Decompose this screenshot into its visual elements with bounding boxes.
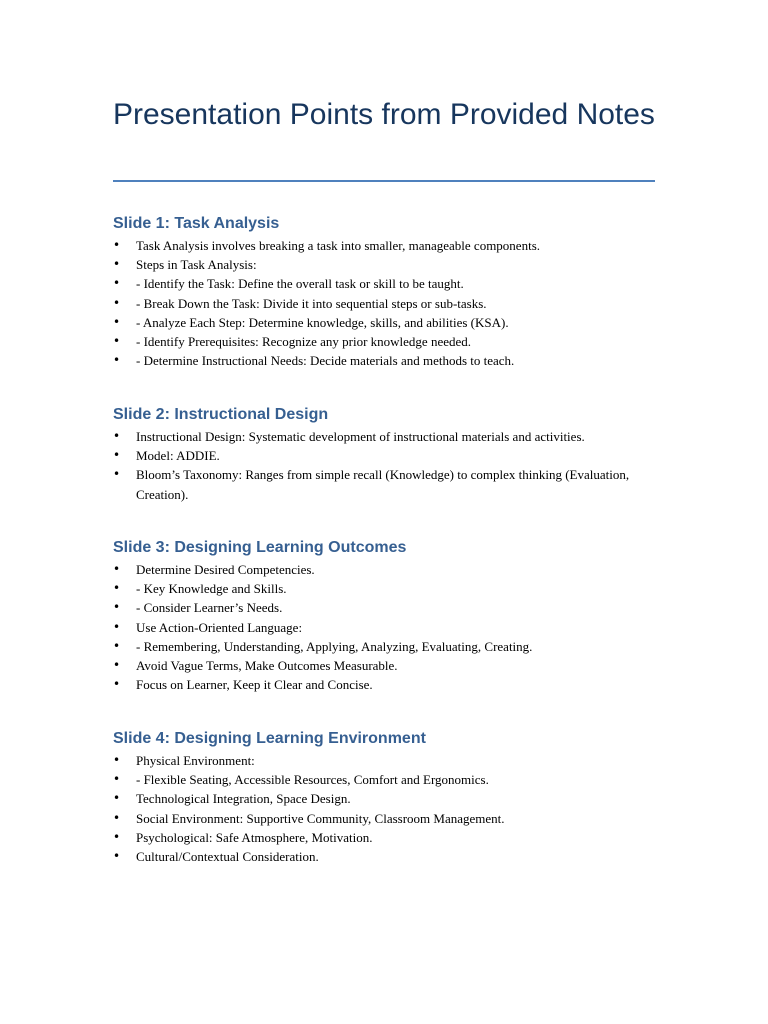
list-item — [113, 427, 655, 446]
list-item — [113, 446, 655, 465]
list-item-text: Psychological: Safe Atmosphere, Motivation. — [136, 829, 373, 845]
bullet-icon: • — [113, 238, 121, 252]
bullet-list — [113, 751, 655, 866]
list-item-text: Use Action-Oriented Language: — [136, 619, 303, 635]
list-item-text: - Identify Prerequisites: Recognize any prior knowledge needed. — [136, 334, 471, 350]
document-title: Presentation Points from Provided Notes — [113, 98, 655, 131]
bullet-list — [113, 560, 655, 694]
list-item — [113, 637, 655, 656]
bullet-icon: • — [113, 810, 121, 825]
list-item — [113, 579, 655, 598]
bullet-icon: • — [113, 829, 121, 844]
bullet-icon: • — [113, 600, 121, 615]
bullet-icon: • — [113, 353, 121, 368]
section-heading: Slide 2: Instructional Design — [113, 406, 329, 423]
bullet-icon: • — [113, 849, 121, 864]
list-item-text: Task Analysis involves breaking a task into smaller, manageable components. — [136, 238, 541, 253]
bullet-icon: • — [113, 562, 121, 576]
bullet-icon: • — [113, 658, 121, 673]
list-item-text: Determine Desired Competencies. — [136, 562, 315, 577]
list-item-text: Bloom’s Taxonomy: Ranges from simple recall (Knowledge) to complex thinking (Evaluation, Creation). — [136, 467, 630, 502]
bullet-icon: • — [113, 448, 121, 463]
bullet-icon: • — [113, 772, 121, 787]
list-item — [113, 847, 655, 866]
list-item-text: Focus on Learner, Keep it Clear and Concise. — [136, 677, 373, 693]
bullet-icon: • — [113, 314, 121, 329]
list-item-text: - Consider Learner’s Needs. — [136, 600, 283, 616]
list-item-text: Cultural/Contextual Consideration. — [136, 849, 319, 865]
list-item-text: Instructional Design: Systematic development of instructional materials and activities. — [136, 429, 585, 444]
list-item — [113, 770, 655, 789]
bullet-icon: • — [113, 677, 121, 692]
list-item-text: - Break Down the Task: Divide it into sequential steps or sub-tasks. — [136, 295, 487, 311]
bullet-icon: • — [113, 619, 121, 634]
bullet-icon: • — [113, 467, 121, 482]
list-item — [113, 313, 655, 332]
list-item — [113, 274, 655, 293]
list-item-text: - Flexible Seating, Accessible Resources, Comfort and Ergonomics. — [136, 772, 489, 788]
slide-4-section — [113, 729, 655, 866]
list-item — [113, 828, 655, 847]
list-item-text: Physical Environment: — [136, 753, 255, 768]
bullet-icon: • — [113, 581, 121, 596]
list-item-text: - Determine Instructional Needs: Decide materials and methods to teach. — [136, 353, 515, 369]
list-item — [113, 618, 655, 637]
list-item — [113, 598, 655, 617]
list-item-text: Avoid Vague Terms, Make Outcomes Measurable. — [136, 658, 398, 674]
list-item-text: Social Environment: Supportive Community, Classroom Management. — [136, 810, 505, 826]
list-item — [113, 656, 655, 675]
section-heading: Slide 4: Designing Learning Environment — [113, 730, 426, 747]
list-item-text: - Analyze Each Step: Determine knowledge, skills, and abilities (KSA). — [136, 314, 509, 330]
section-heading: Slide 1: Task Analysis — [113, 215, 280, 232]
list-item — [113, 236, 655, 255]
list-item — [113, 751, 655, 770]
list-item-text: Steps in Task Analysis: — [136, 257, 257, 273]
list-item — [113, 809, 655, 828]
bullet-icon: • — [113, 295, 121, 310]
bullet-list — [113, 427, 655, 504]
list-item-text: - Remembering, Understanding, Applying, Analyzing, Evaluating, Creating. — [136, 638, 533, 654]
bullet-icon: • — [113, 276, 121, 291]
bullet-list — [113, 236, 655, 370]
bullet-icon: • — [113, 257, 121, 272]
list-item — [113, 351, 655, 370]
bullet-icon: • — [113, 334, 121, 349]
bullet-icon: • — [113, 753, 121, 767]
slide-3-section — [113, 538, 655, 694]
list-item — [113, 465, 655, 503]
list-item-text: - Key Knowledge and Skills. — [136, 581, 287, 597]
list-item — [113, 560, 655, 579]
slide-2-section — [113, 405, 655, 504]
list-item — [113, 255, 655, 274]
title-divider — [113, 180, 655, 182]
list-item — [113, 675, 655, 694]
list-item-text: Model: ADDIE. — [136, 448, 220, 464]
list-item — [113, 294, 655, 313]
bullet-icon: • — [113, 791, 121, 806]
list-item-text: - Identify the Task: Define the overall task or skill to be taught. — [136, 276, 464, 292]
bullet-icon: • — [113, 638, 121, 653]
list-item — [113, 789, 655, 808]
slide-1-section — [113, 214, 655, 370]
list-item — [113, 332, 655, 351]
list-item-text: Technological Integration, Space Design. — [136, 791, 351, 807]
section-heading: Slide 3: Designing Learning Outcomes — [113, 539, 407, 556]
bullet-icon: • — [113, 429, 121, 443]
